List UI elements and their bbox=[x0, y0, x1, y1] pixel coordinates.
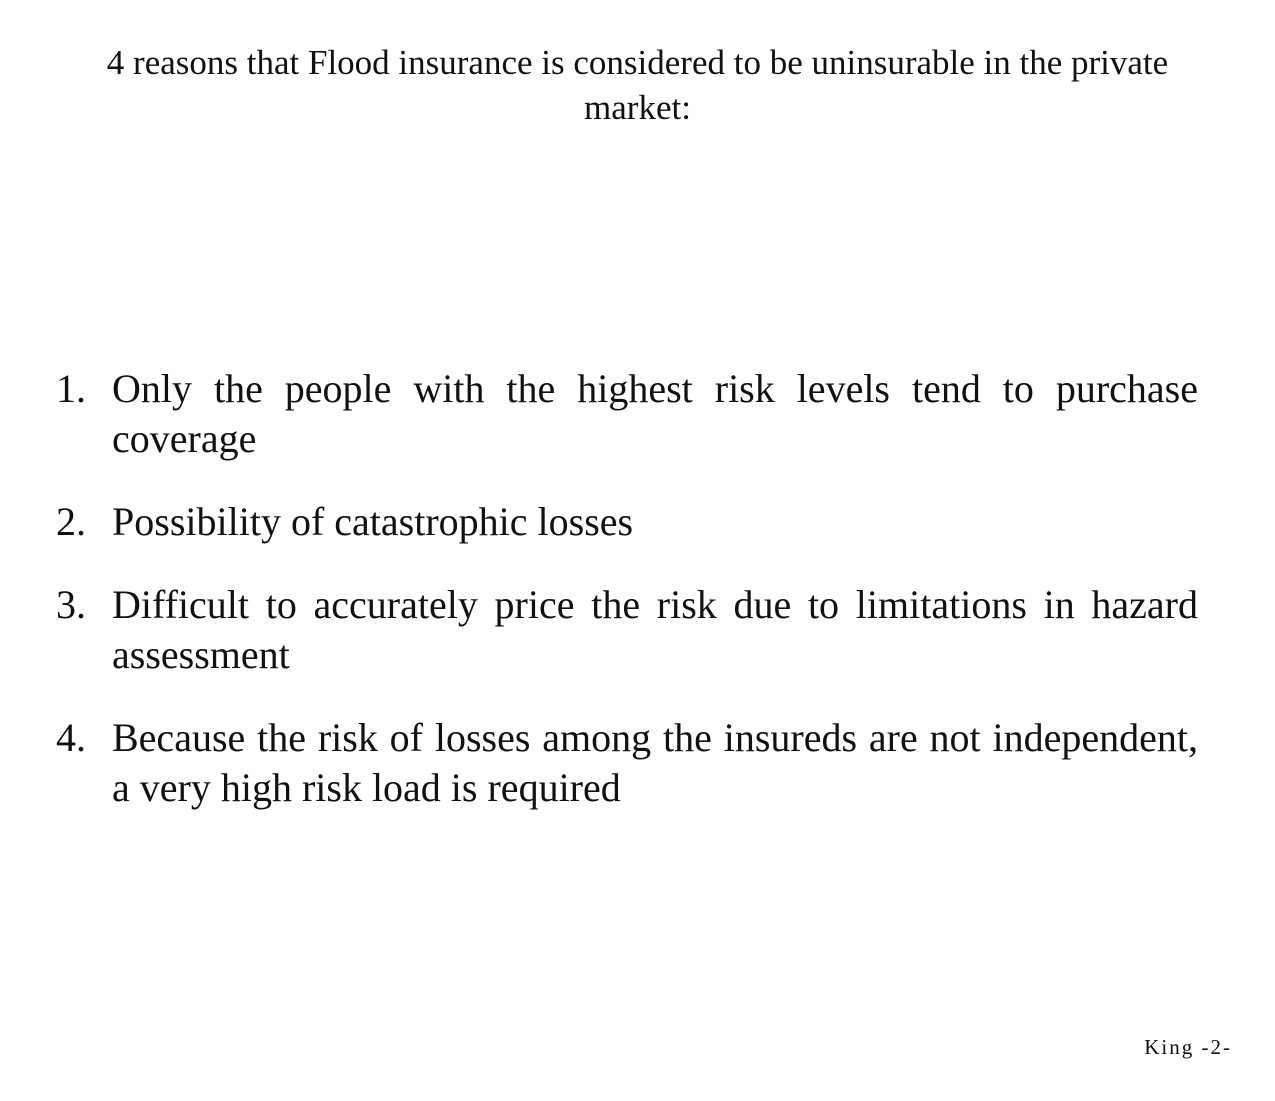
list-item bbox=[56, 497, 1198, 547]
list-item-text: Difficult to accurately price the risk due to limitations in hazard assessment bbox=[112, 582, 1198, 677]
list-item-number: 4. bbox=[56, 715, 86, 760]
list-item-text: Because the risk of losses among the insureds are not independent, a very high risk load is required bbox=[112, 715, 1198, 810]
page-title: 4 reasons that Flood insurance is considered to be uninsurable in the private market: bbox=[106, 43, 1169, 127]
list-item bbox=[56, 713, 1198, 813]
list-item-text: Possibility of catastrophic losses bbox=[112, 499, 634, 544]
list-item bbox=[56, 580, 1198, 680]
reasons-list bbox=[56, 364, 1198, 846]
list-item-number: 1. bbox=[56, 366, 86, 411]
list-item-number: 3. bbox=[56, 582, 86, 627]
list-item-text: Only the people with the highest risk levels tend to purchase coverage bbox=[112, 366, 1198, 461]
list-item-number: 2. bbox=[56, 499, 86, 544]
page-footer: King -2- bbox=[1144, 1035, 1232, 1059]
list-item bbox=[56, 364, 1198, 464]
